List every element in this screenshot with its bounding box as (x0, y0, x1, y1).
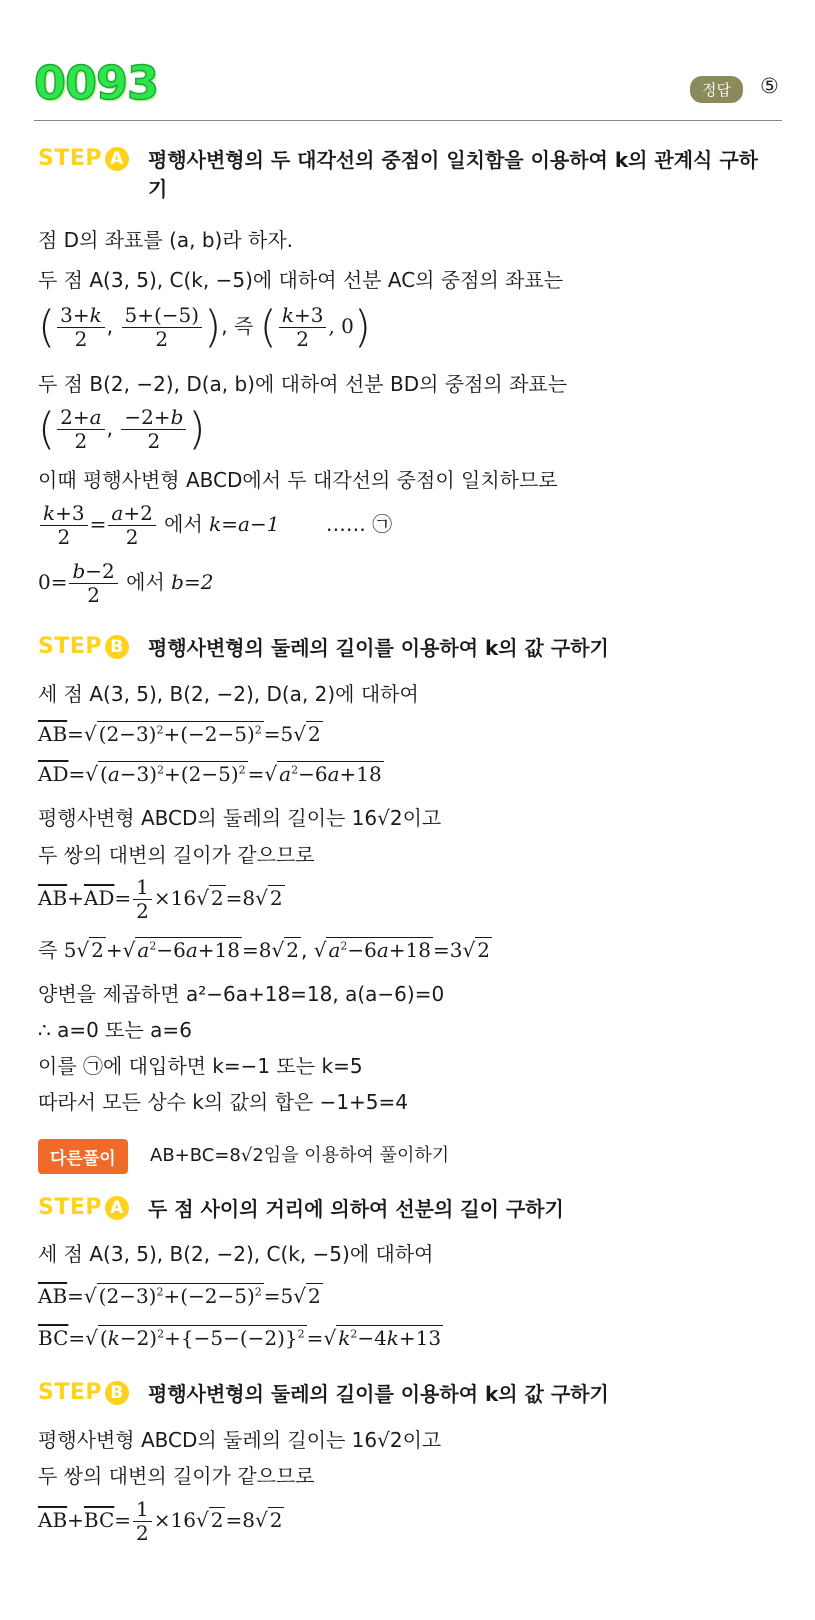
alt-solution-badge: 다른풀이 (38, 1139, 128, 1174)
line-midpoints-equal: 이때 평행사변형 ABCD에서 두 대각선의 중점이 일치하므로 (38, 468, 558, 492)
line-perimeter: 평행사변형 ABCD의 둘레의 길이는 16√2이고 (38, 806, 442, 830)
step-b-title: 평행사변형의 둘레의 길이를 이용하여 k의 값 구하기 (148, 636, 609, 660)
step-a-tag: STEP A (38, 146, 148, 171)
line-three-points-c: 세 점 A(3, 5), B(2, −2), C(k, −5)에 대하여 (38, 1242, 434, 1266)
answer-badge: 정답 (690, 76, 743, 103)
line-ab-plus-ad: $\overline{AB}+\overline{AD}=$ $\frac{1}{2}$ ×16√ 2 =8√ 2 (38, 875, 283, 923)
line-three-points: 세 점 A(3, 5), B(2, −2), D(a, 2)에 대하여 (38, 682, 419, 706)
line-midpoint-ac-coords: ( $\frac{3+k}{2}$ , $\frac{5+(-5)}{2}$ ), 즉 ( $\frac{k+3}{2}$ , 0) (38, 301, 372, 353)
alt-step-b-title: 평행사변형의 둘레의 길이를 이용하여 k의 값 구하기 (148, 1382, 609, 1406)
line-k-values: 이를 ㉠에 대입하면 k=−1 또는 k=5 (38, 1054, 363, 1078)
alt-step-a-letter: A (105, 1196, 129, 1220)
circled-mark: ㉠ (372, 512, 393, 536)
step-b-tag: STEP B (38, 634, 148, 659)
alt-step-a-tag: STEP A (38, 1195, 148, 1220)
alt-step-a-header (38, 1195, 768, 1224)
line-bc-length: $\overline{BC}=√$ $(k-2)^2+\{-5-(-2)\}^2$ =√ $k^2-4k+13$ (38, 1326, 442, 1350)
alt-step-b-letter: B (105, 1381, 129, 1405)
alt-step-b-header (38, 1380, 768, 1409)
line-k-relation: $\frac{k+3}{2}$ = $\frac{a+2}{2}$ 에서 k=a−1 …… ㉠ (38, 502, 392, 549)
answer-value: ⑤ (760, 74, 779, 98)
line-midpoint-bd-coords: ( $\frac{2+a}{2}$ , $\frac{-2+b}{2}$ ) (38, 403, 206, 455)
alt-solution-title: AB+BC=8√2임을 이용하여 풀이하기 (150, 1145, 450, 1166)
step-b-header (38, 634, 768, 663)
alt-step-a-title: 두 점 사이의 거리에 의하여 선분의 길이 구하기 (148, 1197, 564, 1221)
line-point-d: 점 D의 좌표를 (a, b)라 하자. (38, 228, 294, 252)
line-perimeter-alt: 평행사변형 ABCD의 둘레의 길이는 16√2이고 (38, 1428, 442, 1452)
line-sqrt-equation: 즉 5√ 2 +√ $a^2-6a+18 =8√$ 2 , √ $a^2-6a+18 =3√$ 2 (38, 938, 490, 962)
step-b-letter: B (105, 635, 129, 659)
step-a-letter: A (105, 147, 129, 171)
line-ad-length: $\overline{AD}=√$ $(a-3)^2+(2-5)^2$ =√ $a^2-6a+18$ (38, 762, 382, 786)
line-a-values: ∴ a=0 또는 a=6 (38, 1018, 192, 1042)
line-ab-plus-bc: $\overline{AB}+\overline{BC}=$ $\frac{1}{2}$ ×16√ 2 =8√ 2 (38, 1497, 283, 1545)
step-a-header (38, 146, 768, 204)
line-square-both: 양변을 제곱하면 a²−6a+18=18, a(a−6)=0 (38, 982, 445, 1006)
line-opposite-sides: 두 쌍의 대변의 길이가 같으므로 (38, 843, 315, 867)
step-a-title: 평행사변형의 두 대각선의 중점이 일치함을 이용하여 k의 관계식 구하기 (148, 148, 758, 201)
problem-number: 0093 (34, 56, 159, 110)
line-midpoint-ac: 두 점 A(3, 5), C(k, −5)에 대하여 선분 AC의 중점의 좌표는 (38, 268, 564, 292)
alt-step-b-tag: STEP B (38, 1380, 148, 1405)
line-k-sum: 따라서 모든 상수 k의 값의 합은 −1+5=4 (38, 1090, 409, 1114)
line-ab-length: $\overline{AB}=√$ $(2-3)^2+(-2-5)^2 =5√$ 2 (38, 722, 321, 746)
header-divider (34, 120, 782, 121)
line-b-value: 0= $\frac{b-2}{2}$ 에서 b=2 (38, 559, 214, 607)
line-midpoint-bd: 두 점 B(2, −2), D(a, b)에 대하여 선분 BD의 중점의 좌표는 (38, 372, 568, 396)
line-opposite-sides-alt: 두 쌍의 대변의 길이가 같으므로 (38, 1464, 315, 1488)
line-ab-length-alt: $\overline{AB}=√$ $(2-3)^2+(-2-5)^2 =5√$ 2 (38, 1284, 321, 1308)
